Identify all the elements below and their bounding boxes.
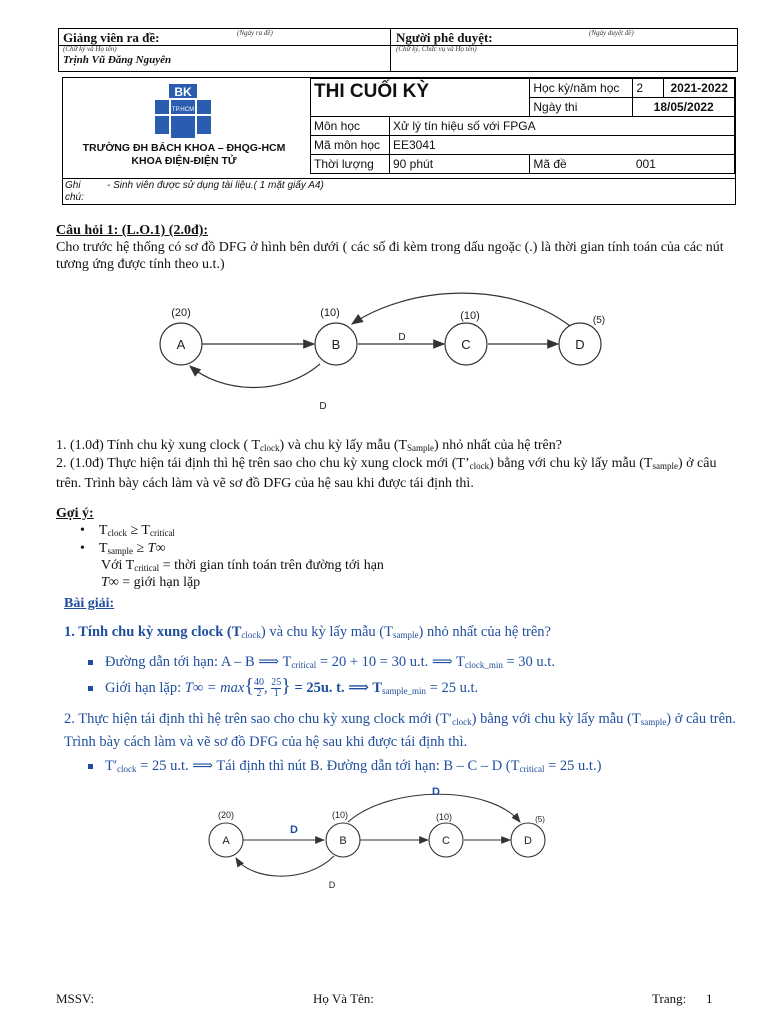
author-sign-note: (Chữ ký và Họ tên) (63, 45, 117, 53)
footer-page-number: 1 (706, 991, 713, 1006)
approver-date-note: (Ngày duyệt đề) (589, 29, 634, 37)
node-a-retimed: A (222, 835, 230, 847)
question-intro: Cho trước hệ thống có sơ đồ DFG ở hình bên dưới ( các số đi kèm trong dấu ngoặc (.) là thời gian tính toán của các nút tương ứng được tính theo u.t.) (56, 240, 724, 272)
hint-line-4: T∞ = giới hạn lặp (101, 575, 201, 590)
solution-part-1-title: 1. Tính chu kỳ xung clock $(T_{clock})$ và chu kỳ lấy mẫu $(T_{sample})$ nhỏ nhất của hệ trên? (64, 624, 551, 640)
delay-label-ba-retimed: D (328, 880, 336, 890)
course-code-value: EE3041 (390, 136, 735, 155)
hint-bullet-1: • $T_{clock} \ge T_{critical}$ (80, 523, 175, 538)
author-label: Giảng viên ra đề: (63, 30, 160, 45)
node-c-retimed-time: (10) (435, 812, 453, 822)
node-d-time: (5) (592, 315, 606, 326)
header-divider (390, 29, 391, 71)
duration-value: 90 phút (390, 155, 530, 174)
term-label: Học kỳ/năm học (530, 79, 633, 98)
subject-label: Môn học (311, 117, 390, 136)
node-c: C (461, 337, 471, 352)
solution-2-bullet-1: $T'_{clock} = 25$ u.t. ⟹ Tái định thì nút B. Đường dẫn tới hạn: B – C – D ($T_{critical} = 25$ u.t.) (88, 756, 738, 779)
header-box (58, 28, 738, 72)
footer-student-id: MSSV: (56, 991, 95, 1006)
node-d-retimed-time: (5) (535, 815, 545, 824)
school-logo (153, 84, 213, 140)
node-b: B (331, 337, 341, 352)
node-b-retimed-time: (10) (331, 810, 349, 820)
subject-value: Xử lý tín hiệu số với FPGA (390, 117, 735, 136)
course-code-label: Mã môn học (311, 136, 390, 155)
duration-label: Thời lượng (311, 155, 390, 174)
node-c-retimed: C (442, 835, 450, 847)
dfg-diagram-original (150, 290, 620, 415)
solution-part-2-title: 2. Thực hiện tái định thì hệ trên sao cho chu kỳ xung clock mới $(T'_{clock})$ bằng với chu kỳ lấy mẫu $(T_{sample})$ ở câu trên. Trình bày cách làm và vẽ sơ đồ DFG của hệ sau khi được tái định thì. (64, 711, 736, 750)
faculty-name: KHOA ĐIỆN-ĐIỆN TỬ (131, 155, 237, 167)
year-value: 2021-2022 (664, 79, 735, 98)
node-c-time: (10) (460, 310, 480, 322)
note-row-line (63, 178, 735, 179)
solution-heading: Bài giải: (64, 596, 115, 611)
subquestion-2: 2. (1.0đ) Thực hiện tái định thì hệ trên sao cho chu kỳ xung clock mới $(T’_{clock})$ bằng với chu kỳ lấy mẫu $(T_{sample})$ ở câu trên. Trình bày cách làm và vẽ sơ đồ DFG của hệ sau khi được tái định thì. (56, 456, 717, 491)
node-d: D (575, 337, 585, 352)
date-label: Ngày thi (530, 98, 633, 117)
version-value: 001 (633, 155, 735, 174)
note-label: Ghi chú: (65, 180, 84, 203)
node-d-retimed: D (524, 835, 532, 847)
footer-student-name: Họ Và Tên: (313, 991, 374, 1006)
logo-graphic (153, 84, 213, 140)
node-b-time: (10) (320, 307, 340, 319)
exam-title: THI CUỐI KỲ (311, 79, 530, 117)
delay-label-bd: D (432, 786, 440, 798)
subquestion-1: 1. (1.0đ) Tính chu kỳ xung clock ( $T_{clock}$) và chu kỳ lấy mẫu $(T_{Sample})$ nhỏ nhất của hệ trên? (56, 438, 562, 453)
logo-sub: TP.HCM (171, 107, 195, 113)
solution-1-bullet-2: Giới hạn lặp: T∞ = max{ $\frac{40}{2}$ , $\frac{25}{1}$ } = 25u. t. ⟹ $T_{sample\_min} = 25$ u.t. (88, 676, 738, 701)
author-name: Trịnh Vũ Đăng Nguyên (63, 54, 172, 66)
delay-label-bc: D (398, 332, 406, 343)
exam-info-box (62, 77, 736, 205)
exam-info-table (310, 78, 735, 174)
delay-label-ba: D (319, 401, 327, 412)
logo-text: BK (174, 85, 192, 99)
approver-sign-note: (Chữ ký, Chức vụ và Họ tên) (396, 45, 477, 53)
delay-label-ab: D (290, 824, 298, 836)
node-a-time: (20) (171, 307, 191, 319)
note-text: - Sinh viên được sử dụng tài liệu.( 1 mặt giấy A4) (107, 180, 324, 191)
question-heading: Câu hỏi 1: (L.O.1) (2.0đ): (56, 223, 209, 238)
node-b-retimed: B (339, 835, 347, 847)
version-label: Mã đề (530, 155, 633, 174)
hint-bullet-2: • $T_{sample} \ge T\infty$ (80, 541, 166, 556)
node-a: A (176, 337, 186, 352)
node-a-retimed-time: (20) (217, 810, 235, 820)
author-date-note: (Ngày ra đề) (237, 29, 273, 37)
approver-label: Người phê duyệt: (396, 30, 493, 45)
dfg-diagram-retimed (200, 780, 570, 892)
hint-line-3: Với $T_{critical}$ = thời gian tính toán trên đường tới hạn (101, 558, 384, 573)
hint-heading: Gợi ý: (56, 506, 94, 521)
date-value: 18/05/2022 (633, 98, 735, 117)
footer-page-label: Trang: (652, 991, 687, 1006)
solution-1-bullet-1: Đường dẫn tới hạn: A – B ⟹ $T_{critical} = 20 + 10 = 30$ u.t. ⟹ $T_{clock\_min} = 30$ u.t. (88, 652, 738, 675)
school-name: TRƯỜNG ĐH BÁCH KHOA – ĐHQG-HCM (82, 142, 286, 154)
term-value: 2 (633, 79, 664, 98)
